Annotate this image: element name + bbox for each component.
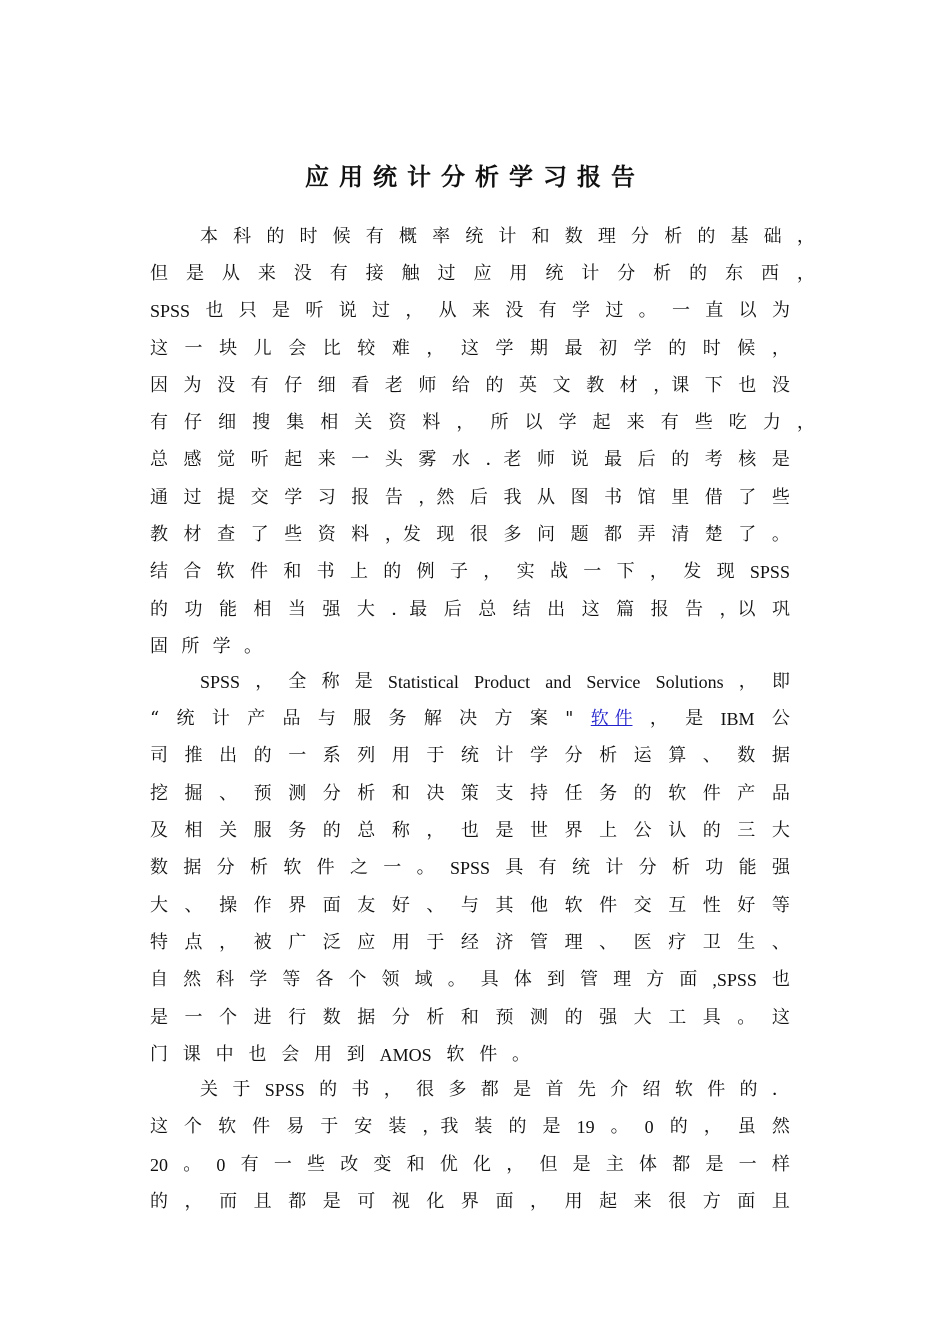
text-line: 司 推 出 的 一 系 列 用 于 统 计 学 分 析 运 算 、 数 据 (150, 745, 790, 766)
software-link[interactable]: 软 件 (590, 708, 633, 729)
text-line: 20 。 0 有 一 些 改 变 和 优 化 ， 但 是 主 体 都 是 一 样 (150, 1154, 790, 1175)
text-line: 是 一 个 进 行 数 据 分 析 和 预 测 的 强 大 工 具 。 这 (150, 1007, 790, 1028)
text-line: 这 一 块 儿 会 比 较 难 ， 这 学 期 最 初 学 的 时 候 ， (150, 338, 790, 359)
text-line: 特 点 ， 被 广 泛 应 用 于 经 济 管 理 、 医 疗 卫 生 、 (150, 932, 790, 953)
text-line: 门 课 中 也 会 用 到 AMOS 软 件 。 (150, 1044, 530, 1065)
text-line: SPSS 也 只 是 听 说 过 ， 从 来 没 有 学 过 。 一 直 以 为 (150, 300, 790, 321)
text-line: 这 个 软 件 易 于 安 装 ，我 装 的 是 19 。 0 的 ， 虽 然 (150, 1116, 790, 1137)
text-line: 因 为 没 有 仔 细 看 老 师 给 的 英 文 教 材 ，课 下 也 没 (150, 375, 790, 396)
text-line-with-link: “ 统 计 产 品 与 服 务 解 决 方 案 " 软 件 ， 是 IBM 公 (150, 704, 790, 734)
text-line: 大 、 操 作 界 面 友 好 、 与 其 他 软 件 交 互 性 好 等 (150, 895, 790, 916)
text-line: 及 相 关 服 务 的 总 称 ， 也 是 世 界 上 公 认 的 三 大 (150, 820, 790, 841)
text-line: 教 材 查 了 些 资 料 ，发 现 很 多 问 题 都 弄 清 楚 了 。 (150, 524, 790, 545)
text-line: 有 仔 细 搜 集 相 关 资 料 ， 所 以 学 起 来 有 些 吃 力 ， (150, 412, 815, 433)
text-line: 数 据 分 析 软 件 之 一 。 SPSS 具 有 统 计 分 析 功 能 强 (150, 857, 790, 878)
text-line: SPSS ， 全 称 是 Statistical Product and Service Solutions ， 即 (200, 671, 790, 692)
text-line: 总 感 觉 听 起 来 一 头 雾 水 ．老 师 说 最 后 的 考 核 是 (150, 449, 790, 470)
text-line: 本 科 的 时 候 有 概 率 统 计 和 数 理 分 析 的 基 础 ， (200, 226, 815, 247)
text-line: 的 功 能 相 当 强 大 ．最 后 总 结 出 这 篇 报 告 ，以 巩 (150, 599, 790, 620)
text-line: 的 ， 而 且 都 是 可 视 化 界 面 ， 用 起 来 很 方 面 且 (150, 1191, 790, 1212)
text-line: 结 合 软 件 和 书 上 的 例 子 ， 实 战 一 下 ， 发 现 SPSS (150, 561, 790, 582)
page-title: 应用统计分析学习报告 (305, 163, 645, 191)
text-line: 自 然 科 学 等 各 个 领 域 。 具 体 到 管 理 方 面 ,SPSS 也 (150, 969, 790, 990)
text-line: 固 所 学 。 (150, 636, 262, 657)
text-line: 关 于 SPSS 的 书 ， 很 多 都 是 首 先 介 绍 软 件 的 ． (200, 1079, 790, 1100)
text-line: 挖 掘 、 预 测 分 析 和 决 策 支 持 任 务 的 软 件 产 品 (150, 783, 790, 804)
text-line: 但 是 从 来 没 有 接 触 过 应 用 统 计 分 析 的 东 西 ， (150, 263, 815, 284)
text-line: 通 过 提 交 学 习 报 告 ，然 后 我 从 图 书 馆 里 借 了 些 (150, 487, 790, 508)
